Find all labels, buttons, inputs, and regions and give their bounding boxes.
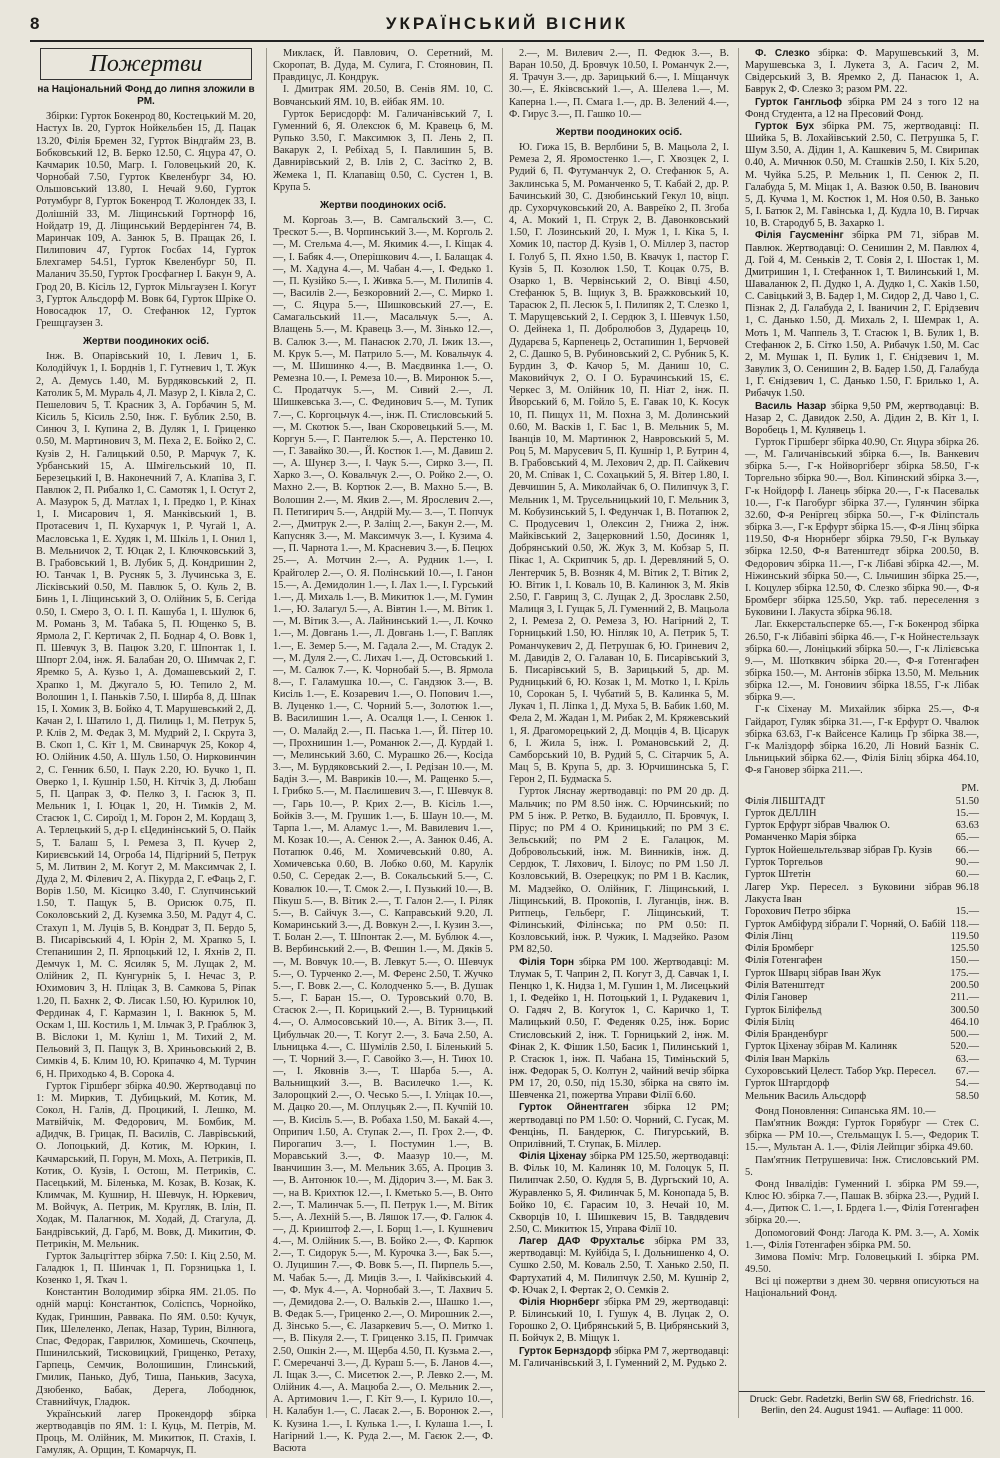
- donations-table: [745, 783, 979, 1103]
- table-row: [745, 1017, 979, 1029]
- table-cell-name: Філія Біліц: [745, 1016, 795, 1028]
- table-cell-name: Гурток Амбіфурд зібрали Г. Чорняй, О. Бабій: [745, 918, 946, 930]
- table-cell-amount: 67.—: [955, 1066, 979, 1078]
- page-number: 8: [30, 14, 40, 33]
- paragraph: Зимова Поміч: Мгр. Головецький І. збірка РМ. 49.50.: [745, 1251, 979, 1275]
- table-cell-amount: 300.50: [950, 1004, 979, 1016]
- table-cell-name: Філія Гановер: [745, 992, 808, 1004]
- table-header: РМ.: [961, 783, 979, 795]
- table-row: [745, 943, 979, 955]
- table-row: [745, 1078, 979, 1090]
- table-row: [745, 992, 979, 1004]
- table-row: [745, 1005, 979, 1017]
- table-row: [745, 980, 979, 992]
- paragraph: Гурток Гіршберг збірка 40.90. Жертводавці по 1: М. Миркив, Т. Дубицький, М. Котик, М. Сокол, Н. Галів, Д. Процикий, І. Лешко, М. Матвійчік, М. Федорович, М. Бомбик, М. аДидчк, В. Грицак, П. Василів, С. Лаврівський, О. Лопоцький, Д. Котик, М. Юркин, І. Качмарський, П. Горун, М. Мохь, А. Петриків, П. Котик, О. Кузів, І. Остош, М. Петриків, С. Пасецький, М. Біленька, М. Козак, В. Козак, К. Климчак, М. Кушнир, Н. Шевчук, Н. Юркевич, М. Войчук, А. Петрик, М. Кругляк, В. Ілін, П. Ходак, М. Палагнюк, М. Ходай, Д. Стагула, Д. Бандрівський, Д. Гарб, М. Вовк, Д. Микитин, Ф. Петрикін, М. Мельник.: [36, 1080, 256, 1250]
- block-heading: Філія Нюрнберг: [519, 1296, 600, 1308]
- table-cell-amount: 60.—: [955, 869, 979, 881]
- table-cell-name: Гурток Біліфельд: [745, 1004, 822, 1016]
- table-cell-name: Гурток Штаргдорф: [745, 1078, 830, 1090]
- paragraph: Український лагер Прокендорф збірка жертводавців по ЯМ. 1: І. Куць, М. Петрів, М. Проць, М. Олійник, М. Микитюк, П. Стахів, І. Гамуляк, А. Орщин, Т. Комарчук, П.: [36, 1408, 256, 1457]
- table-cell-name: Філія Бромберг: [745, 943, 814, 955]
- column-4: [738, 48, 985, 1418]
- table-cell-name: Гурток Ерфурт зібрав Чвалюк О.: [745, 820, 891, 832]
- paragraph: [745, 230, 979, 400]
- paragraph: Пам'ятник Петрушевича: Інж. Стисловський РМ. 5.: [745, 1154, 979, 1178]
- table-row: [745, 832, 979, 844]
- table-cell-amount: 90.—: [955, 857, 979, 869]
- section-title: Пожертви: [89, 50, 203, 77]
- table-row: [745, 845, 979, 857]
- block-text: збірка РМ 29, жертводавці: Р. Білинський 10, І. Гушук 4, В. Луцак 2, О. Горошко 2, О. Цибрянський 5, В. Цибрянський 3, П. Бойчук 2, В. Міщук 1.: [509, 1296, 729, 1345]
- paragraph: Константин Володимир збірка ЯМ. 21.05. По одній марці: Константюк, Соліспсь, Чорнойко, Кудак, Гриншин, Раввака. По ЯМ. 0.50: Кучук, Пик, Шелеленко, Лепак, Назар, Турин, Вілнюга, Спас, Федорак, Гаврилюк, Хомишечь, Скочпець, Пшинилський, Тисковицкий, Грищенко, Ретаху, Гарпець, Семчик, Волошишин, Глинський, Гмилик, Панько, Дуб, Тиша, Панькив, Засуха, Дзюбенко, Бабак, Дерега, Лободнюк, Ставнийчук, Гладюк.: [36, 1287, 256, 1408]
- table-cell-amount: 125.50: [950, 943, 979, 955]
- block-text: збірка 9,50 РМ, жертводавці: В. Назар 2, С. Давидок 2.50, А. Дідин 2, В. Кіт 1, І. Воробець 1, М. Кулявець 1.: [745, 400, 979, 436]
- paragraph: Гурток Ляснау жертводавці: по РМ 20 др. Д. Мальчик; по РМ 8.50 інж. С. Юрчинський; по РМ 5 інж. Р. Ретко, В. Будаилло, П. Бровчук, І. Пірус; по РМ 4 О. Криницький; по РМ 3 Є. Зельський; по РМ 2 Е. Галацюк, М. Добровольський, інж. М. Винників, інж. Д. Сердюк, Т. Ляхович, І. Білоус; по РМ 1.50 Л. Козловський, В. Озерецкук; по РМ 1 В. Каслик, М. Мадзейко, О. Олійник, Г. Ліщинський, І. Ліщинський, В. Прокопів, І. Луганців, інж. В. Ритпець, Гельберг, Г. Ліщинський, Т. Філинський, Філінська; по РМ 0.50: П. Козловський, інж. Р. Чужик, І. Мадзейко. Разом РМ 82,50.: [509, 786, 729, 956]
- table-cell-name: Горохович Петро збірка: [745, 906, 851, 918]
- block-heading: Гурток Бух: [755, 120, 815, 132]
- article-columns: [30, 48, 984, 1457]
- block-text: збірка РМ 100. Жертводавці: М. Тлумак 5, Т. Чаприн 2, П. Когут 3, Д. Савчак 1, І. Пенцко 1, К. Нидза 1, М. Гушин 1, М. Лисецький 1, І. Федейко 1, Н. Потоцький 1, І. Рудакевич 1, О. Гадяч 2, В. Когуток 1, С. Каричко 1, Т. Малицький 0.50, Г. Феденяк 0.25, інж. Борис Стисловський 2, інж. Т. Горницький 2, інж. М. Фінак 2, К. Фішик 1.50, Басик 1, Пилинський 1, Р. Стасюк 1, інж. П. Чабана 15, Тиміньский 5, інж. Федорак 5, О. Колтун 2, чайний вечір збірка РМ 17, 20, 0.50, під 15.30, збірка на свято ім. Шевченка 21, пожертва Управи Філії 6.60.: [509, 956, 729, 1102]
- block-text: збірка РМ 71, зібрав М. Павлюк. Жертводавці: О. Сенишин 2, М. Павлюх 4, Д. Гой 4, М. Сеньків 2, Т. Совія 2, І. Шостак 1, М. Дмитришин 1, І. Стефаннок 1, Т. Вилинський 1, М. Шаваланюк 2, П. Дудко 1, А. Дудко 1, С. Хаків 1.50, С. Савіцький 3, В. Бадер 1, М. Сидор 2, Д. Чаво 1, С. Пізнак 2, Д. Галабуда 2, І. Іваничин 2, Г. Ерідзевич 1, С. Данько 1.50, Д. Михаль 2, І. Шемрак 1, А. Моть 1, М. Чаппель 3, Т. Стасюк 1, В. Булик 1, В. Стефанюк 2, Б. Сітко 1.50, А. Рибачук 1.50, М. Сас 2, М. Мушак 1, П. Булик 1, Г. Єнідзевич 1, М. Завулик 3, О. Сенишин 2, В. Бадер 1.50, Д. Галабуда 1, Г. Єнідзевич 1, С. Данько 1.50, Г. Брилько 1, А. Рибачук 1.50.: [745, 230, 979, 400]
- table-cell-amount: 200.50: [950, 979, 979, 991]
- table-row: [745, 1029, 979, 1041]
- table-cell-name: Філія Бранденбург: [745, 1029, 828, 1041]
- paragraph: Інж. В. Опарівський 10, І. Левич 1, Б. Колодійчук 1, І. Борднів 1, Г. Гутневич 1, Т. Жук 2, А. Демусь 1.40, М. Бурдяковський 2, П. Католик 5, М. Мураль 4, Л. Мазур 2, І. Ківла 2, С. Пешелович 5, Т. Красник 3, А. Горбачин 5, М. Кісиль 5, Кісиль 2.50, Інж. Г. Бублик 2.50, В. Синюч 3, І. Купина 2, В. Дуляк 1, І. Гриценко 0.50, М. Мартинович 3, М. Пеха 2, Е. Бойко 2, С. Кузів 2, Н. Галицький 0.50, Р. Марчук 7, К. Урбанський 15, А. Шмігельський 10, П. Березецький І, В. Наконечний 7, А. Клапіва 3, Г. Павлюк 2, П. Рибалко 1, С. Самотяк 1, І. Остут 2, А. Мазурок 5, Д. Матлах 1, І. Предко 1, Р. Кінах 1, І. Мисарович 1, Я. Манківський 1, В. Протасевич 1, П. Кухарчук 1, Р. Чугай 1, А. Масловська 1, Е. Худяк 1, М. Шкіль 1, І. Онил 1, В. Мельничок 2, Т. Юцак 2, І. Ключковський 3, В. Грабовський 1, В. Лубик 5, Д. Кондришин 2, Ю. Танчак 1, В. Русняк 5, 3. Лучинська 3, Е. Лісківський 0.50, М. Павлюк 5, О. Куль 2, В. Бинь 1, І. Ліщинський 3, О. Олійник 5, Б. Сегіда 0.50, І. Смеро 3, О. І. П. Кашуба 1, І. Шулюк 6, М. Романь 3, М. Табака 5, П. Ющенко 5, В. Ярмола 2, Г. Кертичак 2, П. Боднар 4, О. Вовк 1, П. Шевчук 3, В. Пацюк 3.20, Г. Шпонтак 1, І. Шпорт 2.04, інж. Я. Балабан 20, О. Шимчак 2, Г. Яремко 5, А. Кузьо 1, А. Домашевський 2, Г. Храпко 1, М. Джугало 5, Ю. Тепило 2, М. Волошин 1, І. Паньків 7.50, І. Ширба 8, Д. Шпак 15, І. Хомик 3, В. Бойко 4, Т. Марушевський 2, Д. Качан 2, І. Шатило 1, Д. Пилиць 1, М. Петрук 5, Р. Клів 2, М. Федак 3, М. Мудрий 2, І. Скрута 3, В. Скоп 1, С. Кіт 1, М. Свинарчук 25, Кокор 4, Ю. Олійник 4.50, А. Шуль 1.50, О. Нирковинчин 2, С. Генник 6.50, І. Паук 2.20, Ю. Бучко 1, П. Оверко 1, І. Кушнір 1.50, Н. Кітчік 3, Д. Любаш 5, П. Цапрак 3, Ф. Пелко 3, І. Гасюк 3, П. Мельник 1, І. Юцак 1, 20, Н. Тимків 2, М. Стасюк 1, С. Сироїд 1, М. Горон 2, М. Кордащ 3, А. Терлецький 5, д-р І. єЦединінський 5, О. Пайк 5, Т. Балаш 5, І. Ремеза 3, П. Кучер 2, Кириєвський 14, Огроба 14, Підгірний 5, Петрук 5, М. Литвин 2, М. Когут 2, М. Максимчак 2, І. Дуда 2, М. Філевич 2, А. Пікурда 2, Г. еФаць 2, Г. Ворів 1.50, М. Кісицко 3.40, Г. Слупчинський 1.50, Т. Пащук 5, В. Орисюк 0.75, П. Соколовський 2, Д. Куземка 3.50, М. Радут 4, С. Стахуп 1, М. Луців 5, В. Кондрат 3, П. Бердо 5, В. Писарівський 4, І. Юрін 2, М. Храпко 5, І. Степанишин 2, П. Ярпоцький 12, І. Яхнів 2, П. Демчук 1, М. С. Ясиляк 5, М. Лущак 2, М. Олійник 2, П. Кунгурнік 5, І. Нечас 3, Р. Юхимович 3, Н. Пліцак 3, В. Самкова 5, Ріпак 1.20, П. Бахнк 2, Ф. Лисак 1.50, Ю. Курилюк 10, Фердинак 4, Г. Кармазин 1, І. Вакнюк 5, М. Оскам 1, Ш. Костиль 1, М. Ільчак 3, Р. Граблюк 3, В. Віслоки 1, М. Куліш 1, М. Тихий 2, М. Пельовий 3, П. Пащук 3, В. Хриньовський 2, В. Симків 4, Б. Клим 10, Ю. Крипачко 4, М. Турчин 6, Н. Приходько 4, В. Сорока 4.: [36, 351, 256, 1080]
- table-cell-amount: 119.50: [950, 930, 979, 942]
- block-text: збірка: Ф. Марушевський 3, М. Марушевська 3, І. Лукета 3, А. Гасич 2, М. Свідерський 3, В. Яремко 2, Д. Панасюк 1, А. Баврук 2, Ф. Слезко 3; разом РМ. 22.: [745, 48, 979, 96]
- table-cell-amount: 63.63: [955, 820, 979, 832]
- block-heading: Філія Гаусменінг: [755, 230, 844, 242]
- table-cell-amount: 118.—: [950, 918, 979, 930]
- paragraph: І. Дмитрак ЯМ. 20.50, В. Сенів ЯМ. 10, С. Вовчанський ЯМ. 10, В. ейбак ЯМ. 10.: [273, 84, 493, 108]
- paragraph: Збірки: Гурток Бокенрод 80, Костецький М. 20, Настух Ів. 20, Гурток Нойкельбен 15, Д. Пацак 13.20, Філія Бремен 32, Гурток Віндгайм 23, В. Бобковський 12, В. Берко 12.50, С. Яцура 47, О. Качмарик 10.50, Магр. І. Головецький 20, К. Чорнобай 7.50, Гурток Квеленбург 34, Ю. Ольшовський 13.80, І. Нечай 9.60, Гурток Ротумбург 8, Гурток Бокенрод Т. Жолондек 33, І. Долішній 33, М. Ліщинський Гортнорф 16, Нойдатр 19, Д. Ліщинський Вердерінген 74, В. Маринчак 109, А. Занюк 5, В. Пращак 26, І. Пилипович 47, Гурток Госбах 14, Гурток Блехгамер 54.51, Гурток Квеленбург 50, П. Маланич 35.50, Гурток Гросфагнер І. Бакун 9, А. Грод 20, В. Кісіль 12, Гурток Мільгаузен І. Когут 3, Гурток Альсдорф М. Вовк 64, Гурток Шріке О. Новосадюк 17, О. Стефанюк 12, Гурток Грешцгаузен 3.: [36, 111, 256, 329]
- paragraph: Пам'ятник Вождя: Гурток Горябург — Стек С. збірка — РМ 10.—, Стельмащук І. 5.—, Федорик Т. 15.—, Мультан А. 1.—, Філія Лейпциг збірка 49.60.: [745, 1118, 979, 1154]
- block-text: збірка РМ 24 з того 12 на Фонд Студента, а 12 на Пресовий Фонд.: [745, 96, 979, 120]
- block-text: збірка РМ 125.50, жертводавці: В. Фільк 10, М. Калиняк 10, М. Голоцук 5, П. Пилипчак 2.50, О. Кудля 5, В. Дургьский 10, А. Журавленко 5, Я. Филинчак 5, М. Конопада 5, В. Бойко 10, Є. Гарасим 10, З. Нечай 10, М. Скворців 10, І. Шишкевич 15, В. Тавдвдевич 2.50, С. Микитюк 15, Управа Філії 10.: [509, 1151, 729, 1235]
- paragraph: Всі ці пожертви з днем 30. червня описуються на Національний Фонд.: [745, 1276, 979, 1300]
- paragraph: [509, 1102, 729, 1151]
- table-cell-amount: 58.50: [955, 1090, 979, 1102]
- section-heading: Жертви поодиноких осіб.: [82, 336, 210, 348]
- paragraph: 2.—, М. Вилевич 2.—, П. Федюк 3.—, В. Варан 10.50, Д. Бровчук 10.50, І. Романчук 2.—, Я. Трачун 3.—, др. Зарицький 6.—, І. Міщанчук 30.—, Е. Яківсвський 1.—, А. Шелева 1.—, М. Каперна 1.—, П. Смага 1.—, др. В. Зелений 4.—, Ф. Гирус 3.—, П. Гашко 10.—: [509, 48, 729, 120]
- block-heading: Гурток Гангльоф: [755, 96, 843, 108]
- column-1: [30, 48, 262, 1457]
- block-text: збірка РМ. 75, жертводавці: П. Шийка 5, В. Лохайівський 2.50, С. Петрушка 5, Г. Шум 3.50, А. Дідин 1, А. Кашкевич 5, М. Свирипак 0.40, А. Мичнюк 0.50, М. Сташків 2.50, І. Кіх 5.20, М. Чуйка 5.25, Р. Мельник 1, П. Сенюк 2, П. Галабуда 5, М. Міцак 1, А. Вазюк 0.50, В. Іванович 5, Д. Кучма 1, М. Костюк 1, М. Ноя 0.50, В. Занько 5, І. Батюк 2, М. Гавінська 1, Д. Кудла 10, В. Гирчак 10, В. Стародуб 5, В. Захарко 1.: [745, 120, 979, 230]
- section-heading: Жертви поодиноких осіб.: [555, 126, 683, 138]
- table-cell-amount: 150.—: [950, 955, 979, 967]
- section-heading: Жертви поодиноких осіб.: [319, 199, 447, 211]
- table-row: [745, 796, 979, 808]
- table-cell-name: Гурток Торгельов: [745, 857, 823, 869]
- paragraph: [509, 1236, 729, 1297]
- section-title-box: [40, 48, 252, 80]
- table-cell-amount: 63.—: [955, 1053, 979, 1065]
- paragraph: [509, 1297, 729, 1346]
- table-row: [745, 955, 979, 967]
- paragraph: [745, 401, 979, 437]
- block-heading: Ф. Слезко: [755, 48, 810, 59]
- paragraph: Миклаєк, Й. Павлович, О. Серетний, М. Скоропат, В. Дуда, М. Сулига, Г. Стояновин, П. Правдицус, Л. Кондрук.: [273, 48, 493, 84]
- table-row: [745, 1066, 979, 1078]
- table-row: [745, 1054, 979, 1066]
- table-cell-amount: 96.18: [955, 881, 979, 893]
- table-row: [745, 857, 979, 869]
- column-3: [502, 48, 735, 1418]
- paragraph: Допомоговий Фонд: Лагода К. РМ. 3.—, А. Хомік 1.—, Філія Готенгафен збірка РМ. 50.: [745, 1227, 979, 1251]
- paragraph: [509, 957, 729, 1103]
- table-cell-name: Романченко Марія збірка: [745, 832, 857, 844]
- table-row: [745, 906, 979, 918]
- table-cell-amount: 211.—: [950, 992, 979, 1004]
- table-row: [745, 931, 979, 943]
- table-body: [745, 796, 979, 1103]
- table-row: [745, 1041, 979, 1053]
- block-heading: Василь Назар: [755, 400, 827, 412]
- paragraph: Фонд Інвалідів: Гуменний І. збірка РМ 59.—, Клюс Ю. збірка 7.—, Пашак В. збірка 23.—, Рудий І. 4.—, Дитюк С. 1.—, І. Брдега 1.—, Філія Готенгафен збірка 20.—.: [745, 1178, 979, 1227]
- table-cell-amount: 66.—: [955, 844, 979, 856]
- table-cell-name: Філія Готенгафен: [745, 955, 823, 967]
- table-cell-name: Гурток Шварц зібрав Іван Жук: [745, 967, 881, 979]
- paragraph: Гурток Берисдорф: М. Галичанівський 7, І. Гуменний 6, Я. Олексюк 6, М. Кравець 6, М. Рупько 3.50, Г. Максимюк 3, П. Лень 2, П. Вакарук 2, І. Ребіхад 5, І. Павлишин 5, В. Давнирівський 2, В. Ілів 2, С. Засітко 2, В. Жемека 1, П. Клапавіщ 0.50, С. Сустен 1, В. Крупа 5.: [273, 108, 493, 193]
- table-cell-amount: 15.—: [955, 807, 979, 819]
- table-row: [745, 869, 979, 881]
- paragraph: Гурток Зальцгіттер збірка 7.50: І. Кіц 2.50, М. Галадюк 1, П. Шинчак 1, П. Горзницька 1, І. Козенко 1, Я. Ткач 1.: [36, 1250, 256, 1287]
- page-header: [30, 14, 984, 42]
- paragraph: Гурток Гіршберг збірка 40.90, Ст. Яцура збірка 26.—, М. Галичанівський збірка 6.—, Ів. Ванкевич збірка 5.—, Г-к Нойворгіберг збірка 58.50, Г-к Торгельно збірка 90.—, Вол. Кіпинский збірка 3.—, Г-к Нойдорф І. Ланець збірка 20.—, Г-к Пасевальк 10.—, Г-к Пагобург збірка 37.—, Гулянчин збірка 32.60, Ф-я Ренїргец збірка 50.—, Г-к Філіпсталь збірка 3.—, Г-к Ерфурт збірка 15.—, Ф-я Лінц збірка 119.50, Ф-я Нюрнберг збірка 79.50, Г-к Вулькау збірка 12.50, Ф-я Ватенштедт збірка 200.50, В. Федорович збірка 11.—, Г-к Лібаві збірка 42.—, М. Ніжинський збірка 50.—, С. Ільчишин збірка 25.—, І. Коцулер збірка 12.50, Ф. Слезко збірка 90.—, Ф-я Бромберг збірка 125.50, Укр. таб. переселення з Буковини І. Лакуста збірка 96.18.: [745, 437, 979, 619]
- paragraph: [509, 1346, 729, 1370]
- table-cell-amount: 54.—: [955, 1078, 979, 1090]
- table-cell-name: Філія Іван Маркіль: [745, 1053, 830, 1065]
- paragraph: [745, 48, 979, 97]
- table-cell-name: Гурток Ціхенау збірав М. Калиняк: [745, 1041, 898, 1053]
- paragraph: Лаг. Еккерстальсперке 65.—, Г-к Бокенрод збірка 26.50, Г-к Лібавіпі збірка 46.—, Г-к Нойнестельзаук збірка 60.—, Лоніцький збірка 50.—, Г-к Лілієвська 9.—, М. Шотквкич збірка 20.—, Ф-я Готенгафен збірка 150.—, М. Антонів збірка 13.50, М. Мельник збірка 12.—, М. Гоновиич збірка 18.55, Г-к Лібак збірка 9.—.: [745, 619, 979, 704]
- block-heading: Лагер ДАФ Фрухтальє: [519, 1236, 645, 1248]
- table-row: [745, 882, 979, 907]
- table-cell-name: Сухоровський Целест. Табор Укр. Пересел.: [745, 1066, 937, 1078]
- column-2: [266, 48, 499, 1454]
- table-cell-name: Філія ЛІБШТАДТ: [745, 795, 826, 807]
- table-cell-name: Філія Лінц: [745, 930, 793, 942]
- block-text: збірка 12 РМ; жертводавці по РМ 1.50: О. Чорний, С. Гусак, М. Фенцінь, П. Бандерюк, С. Пигурський, В. Оприлівний, Т. Ступак, Б. Міллер.: [509, 1102, 729, 1150]
- table-row: [745, 919, 979, 931]
- table-cell-amount: 51.50: [955, 795, 979, 807]
- paragraph: [509, 1151, 729, 1236]
- block-text: збірка РМ 7, жертводавці: М. Галичанівський 3, І. Гуменний 2, М. Рудько 2.: [509, 1345, 729, 1369]
- table-cell-name: Гурток Штетін: [745, 869, 811, 881]
- table-row: [745, 1091, 979, 1103]
- table-cell-amount: 175.—: [950, 967, 979, 979]
- block-heading: Гурток Ойнентгаген: [519, 1102, 629, 1114]
- paragraph: Фонд Поновлення: Сипанська ЯМ. 10.—: [755, 1105, 936, 1117]
- table-row: [745, 820, 979, 832]
- table-cell-name: Мельник Василь Альсдорф: [745, 1090, 867, 1102]
- block-heading: Гурток Бернздорф: [519, 1345, 612, 1357]
- paragraph: Г-к Сіхенау М. Михайлик збірка 25.—, Ф-я Гайдарот, Гуляк збірка 31.—, Г-к Ерфурт О. Чвалюк збірка 63.63, Г-к Вайсенсе Калиць Гр збірка 38.—, Г-к Маліздорф збірка 16.20, Лі Новий Базнік С. Ільницький збірка 62.—, Філія Біліц збірка 464.10, Ф-я Гановер збірка 211.—.: [745, 704, 979, 777]
- table-cell-name: Лагер Укр. Пересел. з Буковини зібрав Лакуста Іван: [745, 881, 952, 905]
- table-row: [745, 808, 979, 820]
- paragraph: [745, 97, 979, 121]
- paragraph: М. Коргоаь 3.—, В. Самгальский 3.—, С. Трескот 5.—, В. Чорпинський 3.—, М. Корголь 2.—, М. Стельма 4.—, М. Якимик 4.—, І. Кіщак 4.—, І. Бабяк 4.—, Оперішкович 4.—, І. Балащак 4.—, М. Хадуна 4.—, М. Чабан 4.—, І. Федько 1.—, П. Кузійко 5.—, І. Живка 5.—, М. Пилипів 4.—, Василів 2.—, Безкоровний 2.—, С. Мирко 1.—, С. Яцура 5.—, Шишковський 27.—, Е. Самагальський 11.—, Масальчук 5.—, А. Влащень 5.—, М. Кравець 3.—, М. Зінько 12.—, В. Салюк 3.—, М. Панасюк 2.70, Л. Іжик 13.—, М. Крук 5.—, М. Патрило 5.—, М. Ковальчук 4.—, М. Шишинко 4.—, В. Маєдвинка 1.—, О. Ремезна 10.—, І. Ремеза 10.—, В. Миронюк 5.—, С. Продатчук 5.—, М. Сивий 2.—, Л. Шишкевська 3.—, С. Фединович 5.—, М. Тупик 7.—, С. Коргоцьчук 4.—, інж. П. Стисловський 5.—, М. Скотюк 5.—, Іван Скоровецький 5.—, М. Коргун 5.—, Г. Пантелюк 5.—, А. Перстенко 10.—, Г. Завайко 30.—, Й. Костюк 1.—, М. Давиш 2.—, А. Шунєр 3.—, І. Чаук 5.—, Сирко 3.—, П. Харко 3.—, О. Ковальчук 2.—, О. Ройко 2.—, О. Махно 2.—, В. Кортюк 2.—, В. Махно 5.—, В. Волошин 2.—, М. Якив 2.—, М. Ярослевич 2.—, П. Петигирич 5.—, Андрій Му.— 3.—, Т. Попчук 2.—, Дмитрук 2.—, Р. Заліщ 2.—, Бакун 2.—, М. Капусняк 3.—, М. Максимчук 3.—, І. Кузима 4.—, П. Чарнота 1.—, М. Красневич 3.—, Б. Пецюх 25.—, А. Мотчин 2.—, А. Рудник 1.—, І. Крайголер 2.—, О. Я. Полінський 10.—, І. Ганон 15.—, А. Демидолин 1.—, І. Лах 1.—, І. Гурський 1.—, Д. Михаль 1.—, В. Микитюк 1.—, М. Гумин 1.—, Ю. Залагул 5.—, А. Вівтин 1.—, М. Вітик 1.—, М. Вітик 3.—, А. Лайнинський 1.—, Л. Кочко 1.—, М. Довгань 1.—, Л. Довгань 1.—, Г. Вапляк 1.—, Е. Земер 5.—, М. Гадала 2.—, М. Стадук 2.—, М. Дуля 2.—, С. Лихач 1.—, Д. Остовський 1.—, М. Салюк 7.—, К. Чорнобай 5.—, В. Ярмола 8.—, Г. Галамушка 10.—, С. Гандзюк 3.—, В. Кисіль 1.—, Е. Козаревич 1.—, О. Попович 1.—, В. Луценко 1.—, С. Чорний 5.—, Золотюк 1.—, В. Василишин 1.—, А. Осалця 1.—, І. Сенюк 1.—, О. Малайд 2.—, П. Паська 1.—, Й. Пітер 10.—, Прохнишин 1.—, Романюк 2.—, Д. Курдай 1.—, Мелинський 3.60, С. Мурашко 26.—, Косіда 3.—, М. Бурдяковський 2.—, І. Редізан 10.—, М. Бадін 3.—, М. Вавриків 10.—, М. Ращенко 5.—, І. Грибко 5.—, М. Паєлишевич 3.—, Г. Шевчук 8.—, Гарь 10.—, Р. Крих 2.—, В. Кісіль 1.—, Бойків 3.—, М. Грушик 1.—, Б. Шаун 10.—, М. Тарпа 1.—, М. Аламус 1.—, М. Вавилевич 1.—, М. Козак 10.—, А. Сенюк 2.—, А. Занюк 0.46, А. Потапюк 0.46, М. Хомичевський 0.80, А. Хомичевська 0.60, В. Лобко 0.60, М. Карулік 0.50, С. Середак 2.—, В. Сокальський 5.—, С. Ковалюк 10.—, Т. Смок 2.—, І. Пузький 10.—, В. Пікуш 5.—, В. Вітик 2.—, Т. Галон 2.—, І. Ріляк 5.—, В. Сайчук 3.—, С. Каправський 9.20, Л. Комаринський 3.—, Д. Вовкун 2.—, І. Кузин 3.—, Т. Болан 2.—, Т. Шпонтак 2.—, М. Бублюк 4.—, В. Вербинський 2.—, В. Фешин 1.—, М. Дяків 5.—, М. Вовчук 10.—, В. Левкут 5.—, О. Шевчук 5.—, О. Турченко 2.—, М. Ференс 2.50, Т. Жучко 5.—, Г. Вовк 2.—, С. Колодченко 5.—, В. Душак 5.—, Г. Баран 15.—, О. Туровський 0.70, В. Стасюк 2.—, П. Корицький 2.—, В. Турницький 4.—, О. Алмосовський 10.—, А. Вітик 3.—, П. Цибульчак 20.—, Т. Когут 2.—, З. Бача 2.50, А. Ільницька 4.—, С. Шумілів 2.50, І. Біленький 5.—, Т. Чорний 3.—, Г. Савойко 3.—, Н. Тиюх 10.—, І. Яковнів 3.—, Т. Шарба 5.—, А. Вальнищкий 3.—, В. Василечко 1.—, К. Залорощкий 2.—, О. Чесько 5.—, І. Уліцак 10.—, М. Дацко 20.—, М. Оплуцьяк 2.—, П. Кучпій 10.—, В. Кисіль 5.—, В. Робаха 1.50, М. Бакай 4.—, Оприпич 1.50, А. Ступак 2.—, П. Грох 2.—, Ф. Пирогапич 3.—, І. Постумин 1.—, В. Моравський 3.—, Ф. Маазур 10.—, М. Іванчишин 3.—, М. Мельник 3.65, А. Процив 3.—, В. Антонюк 10.—, М. Дідорич 3.—, М. Бак 3.—, на В. Крихтюк 12.—, І. Кметько 5.—, В. Онто 2.—, Т. Малинчак 5.—, П. Петрук 1.—, М. Вітик 5.—, А. Лехній 5.—, В. Ляшок 17.—, Ф. Галюк 4.—, Д. Крииштоф 2.—, І. Борщ 1.—, І. Кушневич 4.—, М. Олійник 5.—, В. Бойко 2.—, Ф. Карпюк 2.—, Т. Сидорук 5.—, М. Курочка 3.—, Бак 5.—, О. Луцишин 7.—, Ф. Вовк 5.—, П. Пирпель 5.—, М. Чабак 5.—, Д. Миців 3.—, І. Чайківський 4.—, Ф. Мук 4.—, А. Чорнобай 3.—, Т. Лахвич 5.—, Демидова 2.—, О. Вальків 2.—, Шашко 1.—, В. Федак 5.—, Гриценко 2.—, О. Мирошник 2.—, Д. Зінсько 5.—, Є. Лазаркевич 5.—, О. Митко 1.—, В. Пікуля 2.—, Т. Гриценко 3.15, П. Гримчак 2.50, Ошкін 2.—, М. Щерба 4.50, П. Кузьма 2.—, Г. Смеречанчі 3.—, Д. Кураш 5.—, Б. Ланов 4.—, Л. Іщак 3.—, С. Мисетюк 2.—, Р. Левко 2.—, М. Олійник 4.—, А. Мацюба 2.—, О. Мельник 2.—, А. Артимович 1.—, Г. Кіт 9.—, І. Курило 10.—, Н. Калабун 1.—, С. Лаєак 2.—, Б. Воронюк 2.—, К. Кузина 1.—, І. Кулька 1.—, І. Кулаша 1.—, І. Нагірний 1.—, К. Руда 2.—, М. Гаєюк 2.—, Ф. Васюта: [273, 215, 493, 1454]
- masthead: УКРАЇНСЬКИЙ ВІСНИК: [385, 14, 629, 33]
- printer-imprint: Druck: Gebr. Radetzki, Berlin SW 68, Friedrichstr. 16. Berlin, den 24. August 1941. — Auflage: 11 000.: [739, 1391, 985, 1418]
- table-cell-name: Філія Ватенштедт: [745, 979, 825, 991]
- paragraph: [745, 121, 979, 230]
- table-cell-amount: 464.10: [950, 1016, 979, 1028]
- paragraph: Ю. Гижа 15, В. Верлбини 5, В. Мацьола 2, І. Ремеза 2, Я. Яромостенко 1.—, Г. Хвозцек 2, І. Рудий 6, П. Футуманчук 2, О. Стефанюк 5, А. Заклинська 5, М. Романченко 5, Т. Кабай 2, др. Р. Бачинський 30, С. Дзюбинський Гекул 10, віцп. др. Сухорчуковський 20, А. Вавреїко 2, П. Згоба 4, А. Мокий 1, П. Струк 2, В. Давонковський 1.50, Г. Лозинський 20, І. Муж 1, І. Кіка 5, І. Хомик 10, пастор Д. Кузів 1, О. Міллер 3, пастор І. Голуб 5, П. Яхно 1.50, В. Квачук 1, пастор Г. Кузів 5, П. Козолюк 1.50, Т. Коцак 0.75, В. Озарко 1, В. Червінський 2, О. Вівці 4.50, Стефанюк 5, В. Іщиук 3, В. Бражковський 10, Тарасюк 2, П. Лесюк 5, І. Пилипяк 2, Т. Слезко 1, Т. Марущевський 2, І. Сердюк 3, І. Шевчук 1.50, О. Дейнека 1, П. Добролюбов 3, Дударець 10, Дударєва 5, Карпенець 2, Остапишин 1, Берчовей 2, С. Дашко 5, В. Рубиновський 2, С. Рубник 5, К. Бурдин 3, Ф. Качор 5, М. Даниш 10, С. Маковийчук 2, О. І О. Бурачинський 15, Є. Черкес 3, М. Олійник 10, П. Ніат 2, інж. П. Йворський 6, М. Гойло 5, Е. Гавак 10, К. Косук 10, П. Пищух 11, М. Похна 3, М. Долинський 0.60, М. Васків 1, Г. Бас 1, В. Мельник 5, М. Іванців 10, М. Мартинюк 2, Навровський 5, М. Роц 5, М. Марусевич 5, П. Кушнір 1, Р. Бутрин 4, В. Грабовський 4, М. Лехович 2, др. П. Сайкевич 20, М. Співак 1, С. Сохацький 5, Я. Вітер 1.80, І. Девчишин 5, А. Миколайчак 6, О. Пилипчук 3, Г. Мельник 1, М. Трусельницький 10, Г. Мельник 3, М. Кобузинський 5, І. Федунчак 1, В. Потапюк 2, С. Продусевич 1, Олексин 2, Гнижа 2, інж. Майківський 2, Зацерковний 1.50, Досиняк 1, Добрянський 0.50, Ж. Жук 3, М. Кобзар 5, П. Пікас 1, А. Скрипчик 5, др. І. Деревляний 5, О. Лентерчик 5, В. Возняк 4, М. Вітик 2, Т. Вітик 2, Ю. Вітик 1, І. Коваль 10, В. Калинюк 3, М. Яків 2.50, Г. Гаврищ 3, С. Лущак 2, Д. Зрославк 2.50, Малиця 3, І. Гущак 5, Л. Гуменний 2, В. Мацьола 2, І. Ремеза 2, О. Ремеза 3, Ю. Нагірний 2, Т. Горницький 1.50, Ю. Ніпляк 10, А. Петрик 5, Т. Романчукевич 2, Д. Петрушак 6, Ю. Гриневич 2, М. Давидів 2, О. Галаван 10, Б. Писарівський 3, Б. Писарівський 5, В. Зарицький 5, др. М. Рудницький 6, Ю. Козак 1, М. Мотко 1, І. Кріль 10, Сорокан 5, І. Чубатий 5, В. Калинка 5, М. Лукач 1, П. Ліпка 1, Д. Муха 5, В. Бабик 1.60, М. Фела 2, М. Жадан 1, М. Рибак 2, М. Кряжевський 1, Я. Драгоморецький 2, Д. Моцців 4, В. Цісарук 6, І. Жила 5, інж. І. Романовський 2, Д. Самборський 10, В. Рудий 5, С. Сітарчик 5, А. Мац 5, В. Крупа 5, др. З. Юрчишинська 5, Г. Герон 2, П. Будмаска 5.: [509, 142, 729, 786]
- donations-subtitle: на Національний Фонд до липня зложили в РМ.: [37, 84, 255, 108]
- block-heading: Філія Ціхенау: [519, 1151, 587, 1163]
- table-cell-amount: 520.—: [950, 1041, 979, 1053]
- block-text: збірка РМ 33, жертводавці: М. Куйбіда 5, І. Дольнишенко 4, О. Сушко 2.50, М. Коваль 2.50, Т. Ханько 2.50, П. Фартухатий 4, М. Пилипчук 2.50, М. Кушнір 2, Ф. Ючак 2, І. Фертак 2, О. Семків 2.: [509, 1236, 729, 1296]
- table-cell-amount: 65.—: [955, 832, 979, 844]
- table-cell-name: Гурток ДЕЛЛІН: [745, 807, 817, 819]
- table-cell-name: Гурток Нойешельтельзвар зібрав Гр. Кузів: [745, 844, 933, 856]
- block-heading: Філія Торн: [519, 956, 575, 968]
- table-cell-amount: 500.—: [950, 1029, 979, 1041]
- table-cell-amount: 15.—: [955, 906, 979, 918]
- table-row: [745, 968, 979, 980]
